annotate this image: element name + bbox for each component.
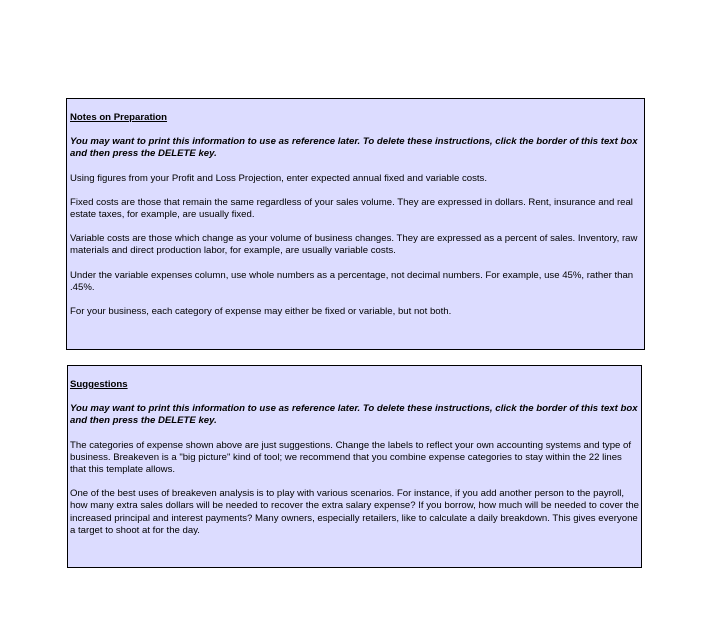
notes-paragraph-4: Under the variable expenses column, use whole numbers as a percentage, not decimal numbers. For example, use 45%, rather than .45%. (70, 269, 634, 293)
suggestions-instruction: You may want to print this information to use as reference later. To delete these instructions, click the border of this text box and then press the DELETE key. (70, 403, 638, 427)
notes-paragraph-1: Using figures from your Profit and Loss Projection, enter expected annual fixed and variable costs. (70, 172, 488, 184)
notes-paragraph-5: For your business, each category of expense may either be fixed or variable, but not both. (70, 306, 452, 318)
notes-paragraph-2: Fixed costs are those that remain the same regardless of your sales volume. They are expressed in dollars. Rent, insurance and real estate taxes, for example, are usually fixed. (70, 196, 633, 221)
notes-paragraph-3: Variable costs are those which change as your volume of business changes. They are expressed as a percent of sales. Inventory, raw materials and direct production labor, for example, are usually variable costs. (70, 233, 638, 257)
notes-title: Notes on Preparation (70, 112, 168, 123)
suggestions-textbox[interactable] (67, 365, 642, 568)
suggestions-title: Suggestions (70, 379, 128, 390)
notes-instruction: You may want to print this information to use as reference later. To delete these instructions, click the border of this text box and then press the DELETE key. (70, 136, 638, 160)
suggestions-paragraph-1: The categories of expense shown above are just suggestions. Change the labels to reflect your own accounting systems and type of business. Breakeven is a "big picture" kind of tool; we recommend that you combine expense categories to stay within the 22 lines that this template allows. (70, 439, 632, 476)
notes-on-preparation-textbox[interactable] (66, 98, 645, 350)
suggestions-paragraph-2: One of the best uses of breakeven analysis is to play with various scenarios. For instance, if you add another person to the payroll, how many extra sales dollars will be needed to recover the extra salary expense? If you borrow, how much will be needed to cover the increased principal and interest payments? Many owners, especially retailers, like to calculate a daily breakdown. This gives everyone a target to shoot at for the day. (70, 488, 640, 536)
